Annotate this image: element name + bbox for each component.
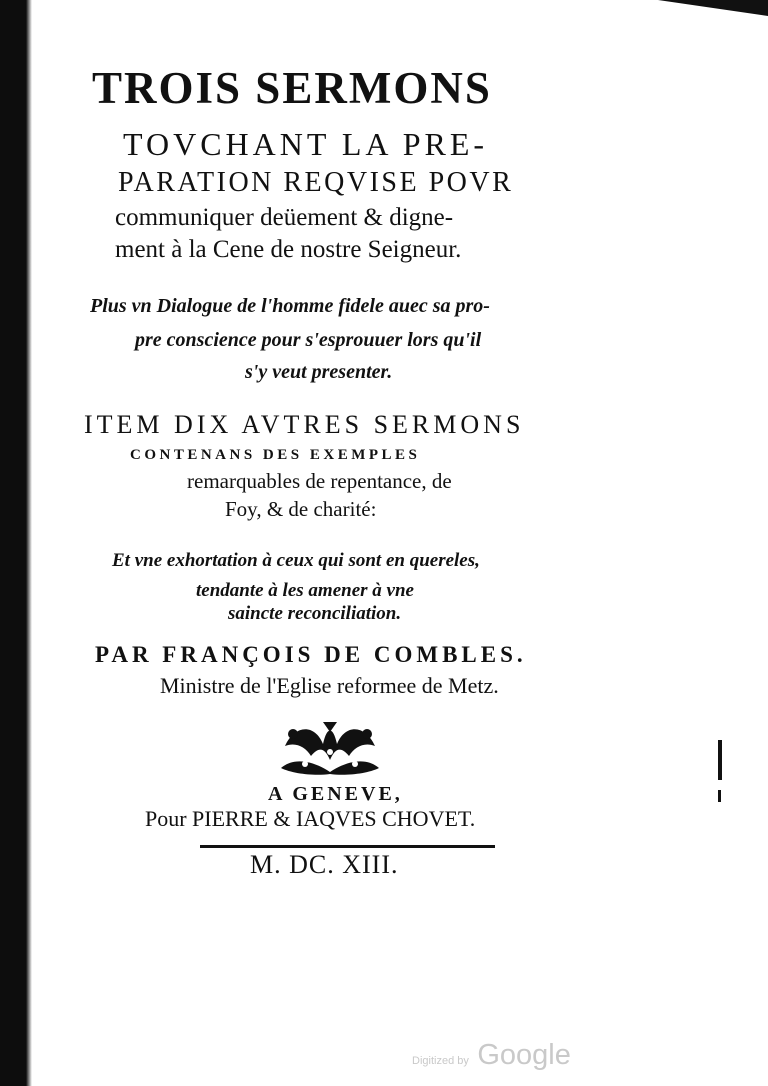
item-line-1: ITEM DIX AVTRES SERMONS (84, 410, 525, 439)
printer-ornament-icon (275, 716, 385, 778)
title-line-1: TROIS SERMONS (92, 63, 492, 113)
dialogue-line-1: Plus vn Dialogue de l'homme fidele auec sa pro- (90, 295, 490, 317)
title-line-3: PARATION REQVISE POVR (118, 167, 514, 198)
corner-shadow (658, 0, 768, 16)
title-line-5: ment à la Cene de nostre Seigneur. (115, 236, 462, 263)
watermark-prefix: Digitized by (412, 1055, 469, 1067)
book-spine-shadow (0, 0, 24, 1086)
title-line-4: communiquer deüement & digne- (115, 204, 454, 231)
author-role: Ministre de l'Eglise reformee de Metz. (160, 673, 499, 698)
author-name: PAR FRANÇOIS DE COMBLES. (95, 642, 527, 667)
spine-edge (22, 0, 32, 1086)
imprint-printers: Pour PIERRE & IAQVES CHOVET. (145, 806, 476, 831)
title-line-2: TOVCHANT LA PRE- (123, 126, 489, 162)
imprint-date: M. DC. XIII. (250, 850, 399, 879)
dialogue-line-3: s'y veut presenter. (245, 361, 393, 383)
watermark-brand: Google (477, 1039, 571, 1071)
item-line-4: Foy, & de charité: (225, 497, 377, 521)
exhortation-line-1: Et vne exhortation à ceux qui sont en quereles, (112, 550, 480, 571)
exhortation-line-2: tendante à les amener à vne (196, 580, 414, 601)
exhortation-line-3: saincte reconciliation. (228, 603, 402, 624)
digitized-by-watermark (412, 1039, 571, 1072)
imprint-rule (200, 845, 495, 848)
item-line-2: CONTENANS DES EXEMPLES (130, 447, 421, 463)
item-line-3: remarquables de repentance, de (187, 469, 452, 493)
imprint-place: A GENEVE, (268, 783, 403, 805)
dialogue-line-2: pre conscience pour s'esprouuer lors qu'il (135, 329, 482, 351)
